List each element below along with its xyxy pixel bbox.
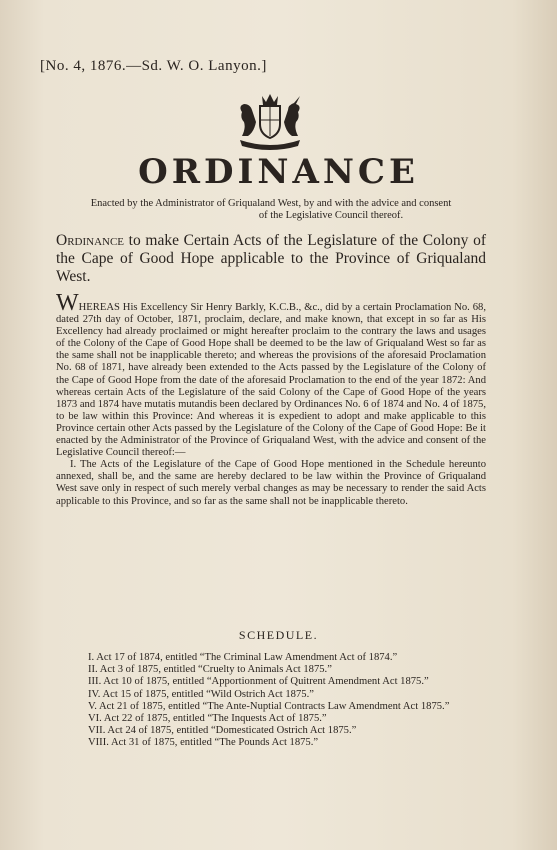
enacting-formula-line1: Enacted by the Administrator of Griqualand West, by and with the advice and consent: [90, 198, 452, 209]
schedule-heading: SCHEDULE.: [238, 628, 319, 642]
royal-coat-of-arms-icon: [232, 92, 308, 150]
drop-cap: W: [56, 290, 79, 316]
preamble-text: HEREAS His Excellency Sir Henry Barkly, K.C.B., &c., did by a certain Proclamation No. 68, dated 27th day of October, 1871, proclaim, declare, and make known, that except in so far as His Excellency had already proclaimed or might hereafter proclaim to the contrary the laws and usages of the Colony of the Cape of Good Hope shall be deemed to be the law of Griqualand West so far as the same shall not be inapplicable thereto; and whereas the provisions of the aforesaid Proclamation No. 68 of 1871, have already been extended to the Acts passed by the Legislature of the Colony of the Cape of Good Hope from the date of the aforesaid Proclamation to the end of the year 1872: And whereas certain Acts of the Legislature of the said Colony of the Cape of Good Hope of the years 1873 and 1874 have mutatis mutandis been declared by Ordinances No. 6 of 1874 and No. 4 of 1875, to be law within this Province: And whereas it is expedient to adopt and make applicable to this Province certain other Acts passed by the Legislature of the Colony of the Cape of Good Hope: Be it enacted by the Administrator of the Province of Griqualand West, with the advice and consent of the Legislative Council thereof:—: [56, 302, 486, 459]
schedule-item: VIII. Act 31 of 1875, entitled “The Pounds Act 1875.”: [88, 737, 319, 749]
ordinance-body: [56, 290, 486, 508]
schedule-item: III. Act 10 of 1875, entitled “Apportionment of Quitrent Amendment Act 1875.”: [88, 676, 429, 688]
schedule-item: VII. Act 24 of 1875, entitled “Domesticated Ostrich Act 1875.”: [88, 725, 357, 737]
schedule-item: VI. Act 22 of 1875, entitled “The Inquests Act of 1875.”: [88, 713, 327, 725]
schedule-item: V. Act 21 of 1875, entitled “The Ante-Nuptial Contracts Law Amendment Act 1875.”: [88, 700, 450, 712]
ordinance-title: [56, 232, 486, 286]
enacting-formula-line2: of the Legislative Council thereof.: [258, 210, 404, 221]
schedule-item: I. Act 17 of 1874, entitled “The Criminal Law Amendment Act of 1874.”: [88, 652, 398, 663]
ordinance-reference: [No. 4, 1876.—Sd. W. O. Lanyon.]: [40, 58, 267, 74]
schedule-item: IV. Act 15 of 1875, entitled “Wild Ostrich Act 1875.”: [88, 688, 314, 700]
preamble-paragraph: [56, 290, 486, 459]
ordinance-title-lead: Ordinance: [56, 232, 125, 249]
document-title: ORDINANCE: [138, 152, 419, 192]
schedule-item: II. Act 3 of 1875, entitled “Cruelty to Animals Act 1875.”: [88, 664, 332, 676]
ordinance-title-rest: to make Certain Acts of the Legislature of the Colony of the Cape of Good Hope applicable to the Province of Griqualand West.: [56, 232, 486, 285]
section-1-paragraph: I. The Acts of the Legislature of the Cape of Good Hope mentioned in the Schedule hereunto annexed, shall be, and the same are hereby declared to be law within the Province of Griqualand West save only in respect of such merely verbal changes as may be necessary to render the said Acts applicable to this Province, and so far as the same shall not be inapplicable thereto.: [56, 459, 486, 507]
enacting-formula: [56, 198, 486, 222]
schedule-list: [88, 652, 488, 750]
